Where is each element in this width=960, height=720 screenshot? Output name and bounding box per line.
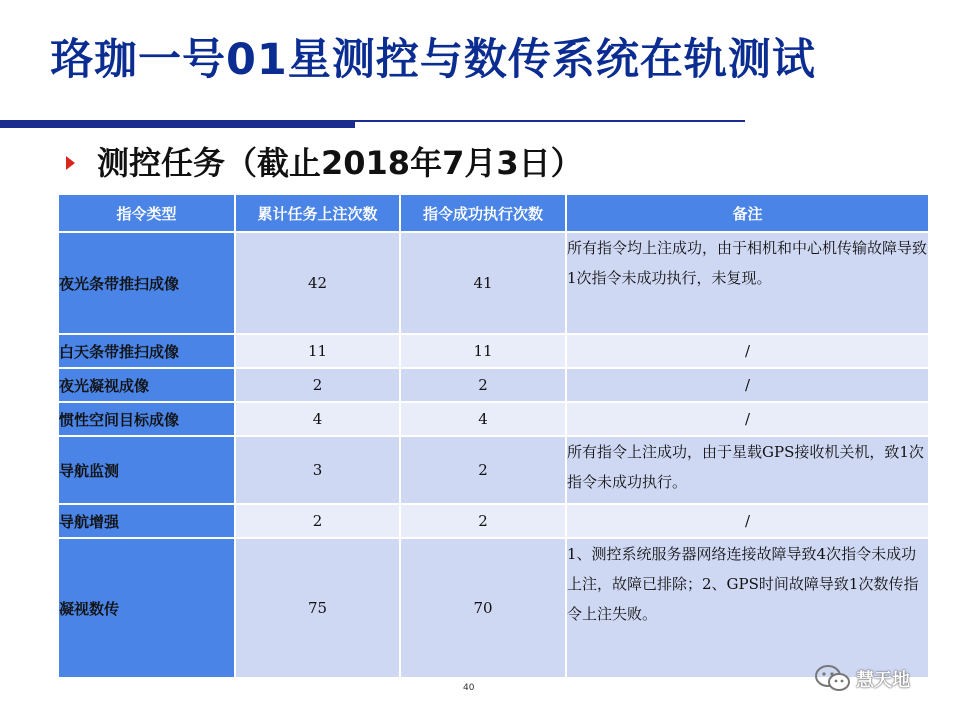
subtitle-row: [66, 138, 583, 184]
cell-type: 夜光条带推扫成像: [58, 232, 235, 334]
cell-uploads: 4: [235, 402, 400, 436]
cell-note: /: [566, 504, 929, 538]
slide-title: 珞珈一号01星测控与数传系统在轨测试: [50, 35, 816, 85]
table-row: [58, 232, 929, 334]
table-header-row: [58, 194, 929, 232]
cell-type: 凝视数传: [58, 538, 235, 678]
cell-type: 导航监测: [58, 436, 235, 504]
cell-success: 11: [400, 334, 566, 368]
watermark-text: 慧天地: [856, 670, 910, 691]
cell-note: /: [566, 368, 929, 402]
table-row: [58, 334, 929, 368]
cell-type: 白天条带推扫成像: [58, 334, 235, 368]
cell-uploads: 2: [235, 368, 400, 402]
table-row: [58, 538, 929, 678]
header-command-type: 指令类型: [58, 194, 235, 232]
cell-success: 4: [400, 402, 566, 436]
cell-note: 1、测控系统服务器网络连接故障导致4次指令未成功上注，故障已排除；2、GPS时间故障导致1次数传指令上注失败。: [566, 538, 929, 678]
header-success-count: 指令成功执行次数: [400, 194, 566, 232]
cell-note: 所有指令均上注成功，由于相机和中心机传输故障导致1次指令未成功执行，未复现。: [566, 232, 929, 334]
cell-note: /: [566, 402, 929, 436]
wechat-icon: [814, 664, 852, 694]
table-row: [58, 436, 929, 504]
command-task-table: [57, 193, 930, 679]
cell-type: 惯性空间目标成像: [58, 402, 235, 436]
cell-note: /: [566, 334, 929, 368]
header-upload-count: 累计任务上注次数: [235, 194, 400, 232]
header-remarks: 备注: [566, 194, 929, 232]
cell-type: 夜光凝视成像: [58, 368, 235, 402]
cell-success: 2: [400, 504, 566, 538]
cell-uploads: 75: [235, 538, 400, 678]
cell-success: 70: [400, 538, 566, 678]
title-underline-thin: [355, 120, 745, 122]
cell-uploads: 3: [235, 436, 400, 504]
arrow-bullet-icon: [66, 156, 75, 170]
cell-type: 导航增强: [58, 504, 235, 538]
table-row: [58, 402, 929, 436]
table-row: [58, 368, 929, 402]
slide-subtitle: 测控任务（截止2018年7月3日）: [97, 144, 583, 182]
cell-success: 41: [400, 232, 566, 334]
cell-note: 所有指令上注成功，由于星载GPS接收机关机，致1次指令未成功执行。: [566, 436, 929, 504]
table-row: [58, 504, 929, 538]
cell-success: 2: [400, 436, 566, 504]
page-number: 40: [463, 683, 475, 693]
cell-uploads: 2: [235, 504, 400, 538]
cell-uploads: 42: [235, 232, 400, 334]
watermark: [814, 664, 910, 694]
cell-success: 2: [400, 368, 566, 402]
cell-uploads: 11: [235, 334, 400, 368]
title-underline-thick: [0, 120, 355, 128]
